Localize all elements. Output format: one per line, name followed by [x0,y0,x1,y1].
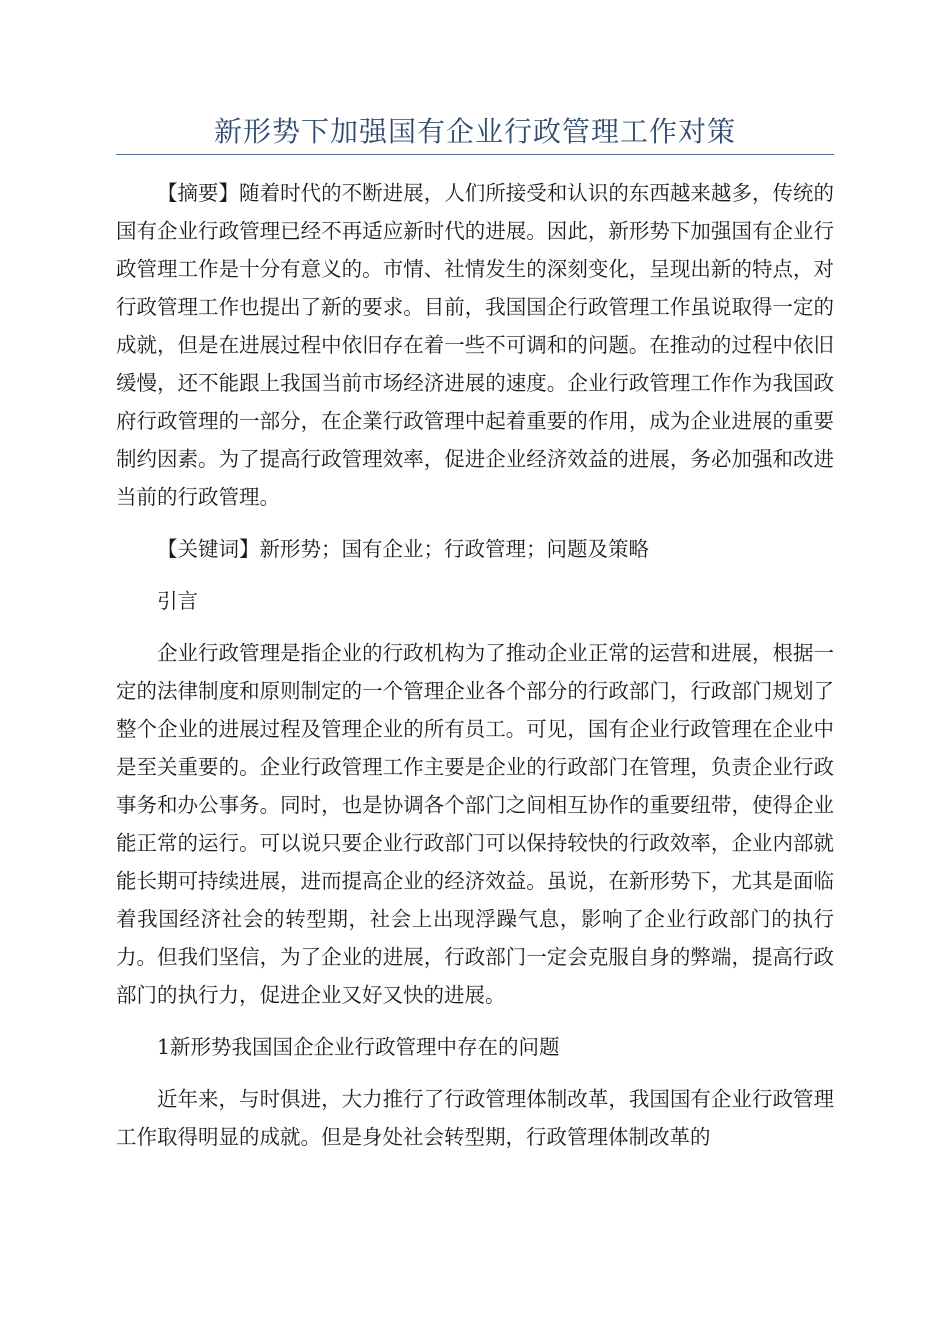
keywords-line: 【关键词】新形势；国有企业；行政管理；问题及策略 [157,537,649,561]
section-1-heading: 1新形势我国国企企业行政管理中存在的问题 [157,1035,560,1059]
document-title: 新形势下加强国有企业行政管理工作对策 [213,115,736,148]
intro-paragraph: 企业行政管理是指企业的行政机构为了推动企业正常的运营和进展，根据一定的法律制度和原则制定的一个管理企业各个部分的行政部门，行政部门规划了整个企业的进展过程及管理企业的所有员工。可见，国有企业行政管理在企业中是至关重要的。企业行政管理工作主要是企业的行政部门在管理，负责企业行政事务和办公事务。同时，也是协调各个部门之间相互协作的重要纽带，使得企业能正常的运行。可以说只要企业行政部门可以保持较快的行政效率，企业内部就能长期可持续进展，进而提高企业的经济效益。虽说，在新形势下，尤其是面临着我国经济社会的转型期，社会上出现浮躁气息，影响了企业行政部门的执行力。但我们坚信，为了企业的进展，行政部门一定会克服自身的弊端，提高行政部门的执行力，促进企业又好又快的进展。 [116,641,834,1007]
intro-heading: 引言 [157,589,198,613]
document-body [116,174,834,1170]
title-underline [116,154,834,155]
abstract-paragraph: 【摘要】随着时代的不断进展，人们所接受和认识的东西越来越多，传统的国有企业行政管理已经不再适应新时代的进展。因此，新形势下加强国有企业行政管理工作是十分有意义的。市情、社情发生的深刻变化，呈现出新的特点，对行政管理工作也提出了新的要求。目前，我国国企行政管理工作虽说取得一定的成就，但是在进展过程中依旧存在着一些不可调和的问题。在推动的过程中依旧缓慢，还不能跟上我国当前市场经济进展的速度。企业行政管理工作作为我国政府行政管理的一部分，在企業行政管理中起着重要的作用，成为企业进展的重要制约因素。为了提高行政管理效率，促进企业经济效益的进展，务必加强和改进当前的行政管理。 [116,181,834,509]
section-1-paragraph: 近年来，与时俱进，大力推行了行政管理体制改革，我国国有企业行政管理工作取得明显的成就。但是身处社会转型期，行政管理体制改革的 [116,1087,834,1149]
